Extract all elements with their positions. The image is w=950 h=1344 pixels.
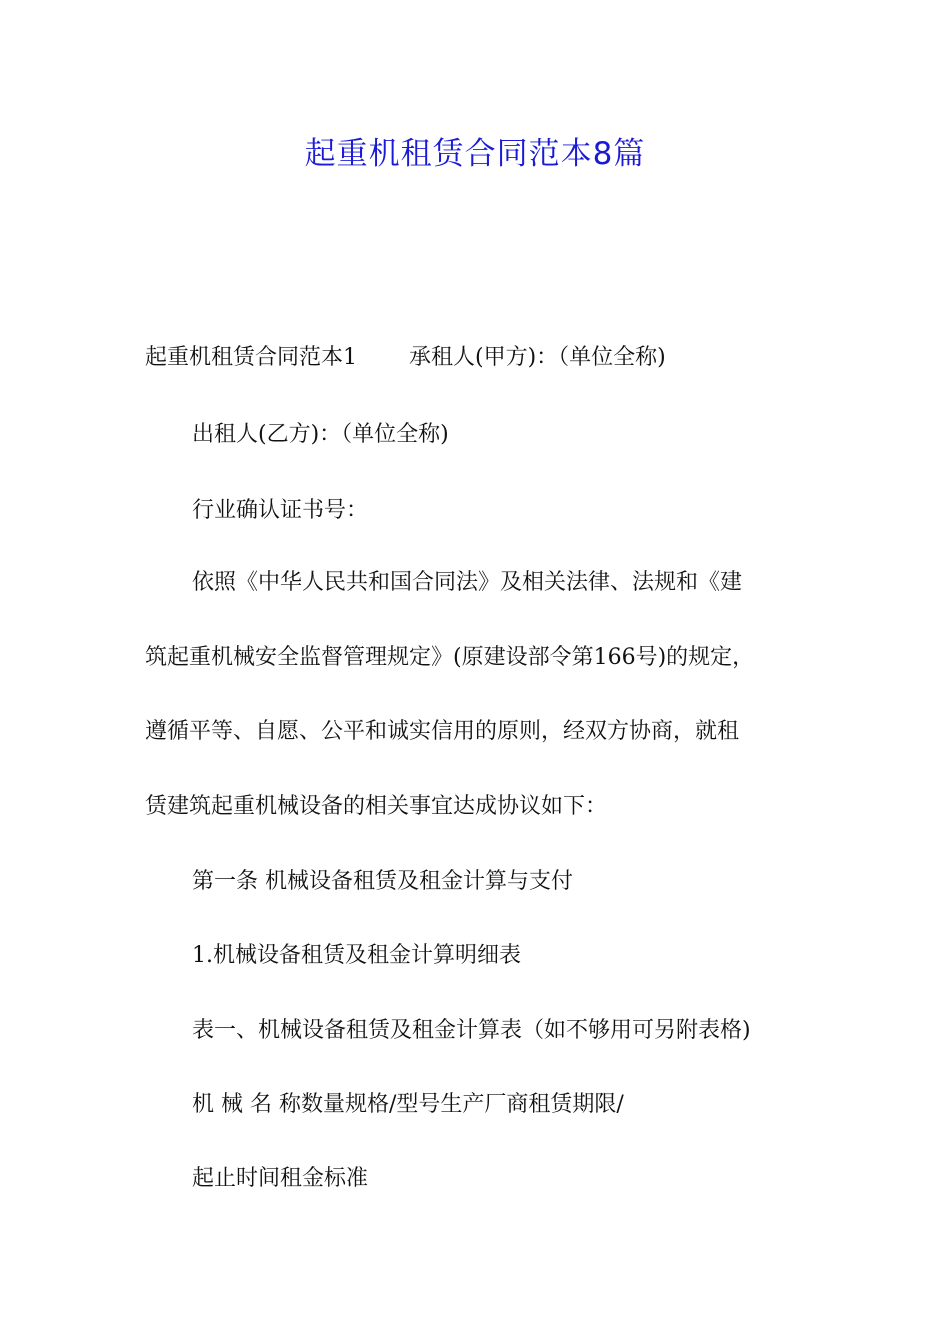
lessee-label: 承租人(甲方)：（单位全称) — [409, 345, 666, 370]
paragraph-line-4: 依照《中华人民共和国合同法》及相关法律、法规和《建 — [192, 570, 743, 595]
contract-heading: 起重机租赁合同范本1 — [145, 345, 357, 370]
paragraph-line-7: 赁建筑起重机械设备的相关事宜达成协议如下： — [145, 794, 608, 819]
section-1-heading: 1.机械设备租赁及租金计算明细表 — [192, 943, 521, 968]
table-header-line-1: 机 械 名 称数量规格/型号生产厂商租赁期限/ — [192, 1092, 624, 1117]
paragraph-line-6: 遵循平等、自愿、公平和诚实信用的原则，经双方协商，就租 — [145, 719, 740, 744]
table-header-line-2: 起止时间租金标准 — [192, 1166, 369, 1191]
paragraph-line-1 — [145, 343, 666, 373]
article-one-heading: 第一条 机械设备租赁及租金计算与支付 — [192, 869, 573, 894]
lessor-label: 出租人(乙方)：（单位全称) — [192, 422, 449, 447]
document-title: 起重机租赁合同范本8篇 — [304, 136, 646, 172]
certificate-number-label: 行业确认证书号： — [192, 498, 369, 523]
paragraph-line-5: 筑起重机械安全监督管理规定》(原建设部令第166号)的规定， — [145, 645, 755, 670]
table-one-caption: 表一、机械设备租赁及租金计算表（如不够用可另附表格) — [192, 1018, 751, 1043]
